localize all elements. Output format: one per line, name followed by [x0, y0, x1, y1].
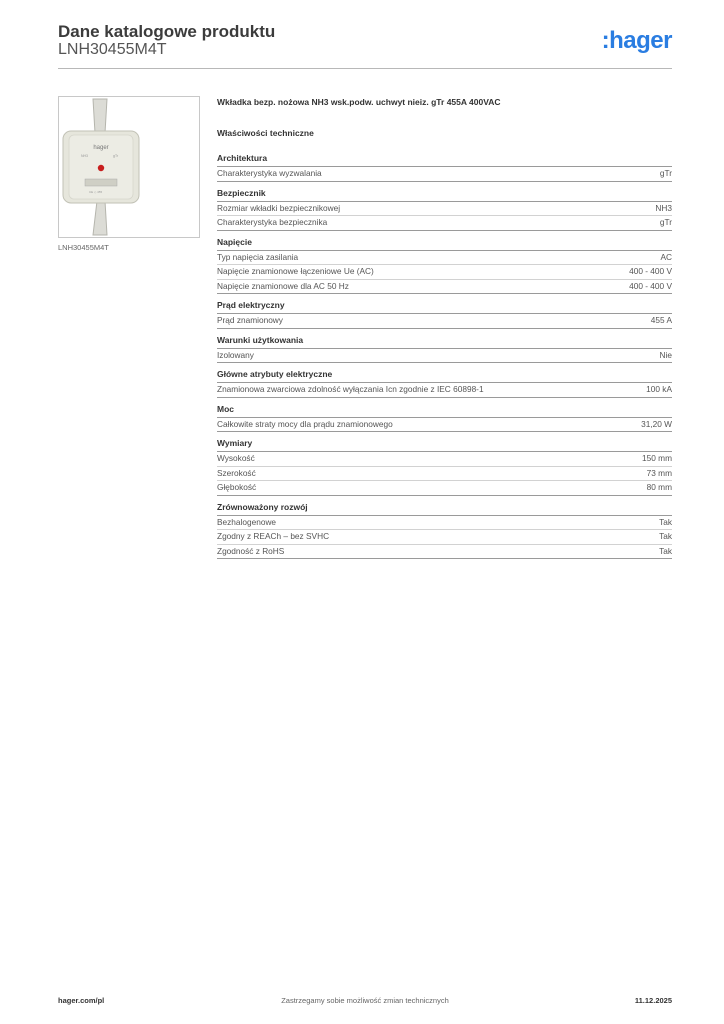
page-header: [58, 20, 672, 70]
spec-row: [217, 481, 672, 496]
spec-value: 400 - 400 V: [629, 280, 672, 291]
product-details: [217, 96, 672, 559]
section-title: Prąd elektryczny: [217, 300, 672, 314]
spec-label: Charakterystyka wyzwalania: [217, 168, 322, 178]
section-title: Główne atrybuty elektryczne: [217, 369, 672, 383]
hager-logo: :hager: [601, 27, 672, 54]
svg-text:CE ◇ 455: CE ◇ 455: [89, 190, 103, 194]
spec-label: Napięcie znamionowe łączeniowe Ue (AC): [217, 266, 374, 276]
spec-value: 80 mm: [646, 482, 672, 492]
spec-value: Nie: [659, 349, 672, 360]
spec-label: Charakterystyka bezpiecznika: [217, 217, 328, 227]
page-title: Dane katalogowe produktu: [58, 22, 276, 41]
spec-value: AC: [660, 251, 672, 262]
spec-label: Bezhalogenowe: [217, 516, 277, 527]
spec-row: [217, 530, 672, 545]
section-title: Architektura: [217, 153, 672, 167]
spec-row: [217, 545, 672, 560]
spec-sections: [217, 153, 672, 559]
spec-row: [217, 167, 672, 182]
spec-section: [217, 153, 672, 182]
spec-value: NH3: [655, 202, 672, 213]
spec-label: Całkowite straty mocy dla prądu znamionowego: [217, 418, 393, 429]
spec-label: Typ napięcia zasilania: [217, 251, 299, 262]
section-title: Bezpiecznik: [217, 188, 672, 202]
spec-value: 100 kA: [646, 384, 672, 394]
svg-text:NH3: NH3: [81, 154, 89, 158]
spec-row: [217, 516, 672, 531]
section-title: Zrównoważony rozwój: [217, 502, 672, 516]
spec-row: [217, 314, 672, 329]
spec-section: [217, 438, 672, 496]
spec-section: [217, 335, 672, 364]
fuse-illustration: [59, 97, 199, 237]
spec-section: [217, 404, 672, 433]
footer-date: 11.12.2025: [634, 996, 672, 1005]
spec-value: Tak: [659, 516, 672, 527]
section-title: Wymiary: [217, 438, 672, 452]
spec-label: Izolowany: [217, 349, 254, 360]
spec-label: Znamionowa zwarciowa zdolność wyłączania Icn zgodnie z IEC 60898-1: [217, 384, 484, 394]
spec-row: [217, 265, 672, 280]
spec-label: Szerokość: [217, 467, 256, 478]
spec-value: Tak: [659, 531, 672, 541]
section-title: Moc: [217, 404, 672, 418]
spec-value: 400 - 400 V: [629, 266, 672, 276]
spec-label: Zgodny z REACh – bez SVHC: [217, 531, 330, 541]
spec-row: [217, 280, 672, 295]
spec-row: [217, 452, 672, 467]
spec-label: Głębokość: [217, 482, 257, 492]
svg-text:gTr: gTr: [113, 154, 119, 158]
fuse-brand-text: hager: [93, 145, 109, 151]
spec-value: 455 A: [650, 315, 672, 325]
footer-website-link[interactable]: hager.com/pl: [58, 996, 105, 1005]
spec-label: Zgodność z RoHS: [217, 545, 285, 556]
spec-row: [217, 216, 672, 231]
spec-row: [217, 251, 672, 266]
spec-label: Rozmiar wkładki bezpiecznikowej: [217, 202, 341, 213]
footer-disclaimer: Zastrzegamy sobie możliwość zmian technicznych: [281, 996, 449, 1005]
image-caption: LNH30455M4T: [58, 243, 109, 252]
spec-section: [217, 502, 672, 560]
properties-heading: Właściwości techniczne: [217, 128, 314, 138]
spec-value: 31,20 W: [641, 418, 672, 429]
spec-row: [217, 467, 672, 482]
spec-row: [217, 418, 672, 433]
indicator-dot: [98, 165, 104, 171]
spec-value: gTr: [659, 217, 672, 227]
spec-row: [217, 202, 672, 217]
spec-label: Wysokość: [217, 453, 255, 463]
spec-value: Tak: [659, 545, 672, 556]
section-title: Napięcie: [217, 237, 672, 251]
spec-section: [217, 300, 672, 329]
header-divider: [58, 68, 672, 69]
spec-label: Prąd znamionowy: [217, 315, 283, 325]
spec-value: 73 mm: [646, 467, 672, 478]
spec-value: gTr: [659, 168, 672, 178]
spec-row: [217, 383, 672, 398]
product-code: LNH30455M4T: [58, 41, 167, 58]
product-description: Wkładka bezp. nożowa NH3 wsk.podw. uchwyt nieiz. gTr 455A 400VAC: [217, 97, 501, 107]
spec-label: Napięcie znamionowe dla AC 50 Hz: [217, 280, 349, 291]
spec-section: [217, 188, 672, 231]
spec-value: 150 mm: [642, 453, 672, 463]
spec-section: [217, 237, 672, 295]
spec-section: [217, 369, 672, 398]
spec-row: [217, 349, 672, 364]
section-title: Warunki użytkowania: [217, 335, 672, 349]
product-image: [58, 96, 200, 238]
